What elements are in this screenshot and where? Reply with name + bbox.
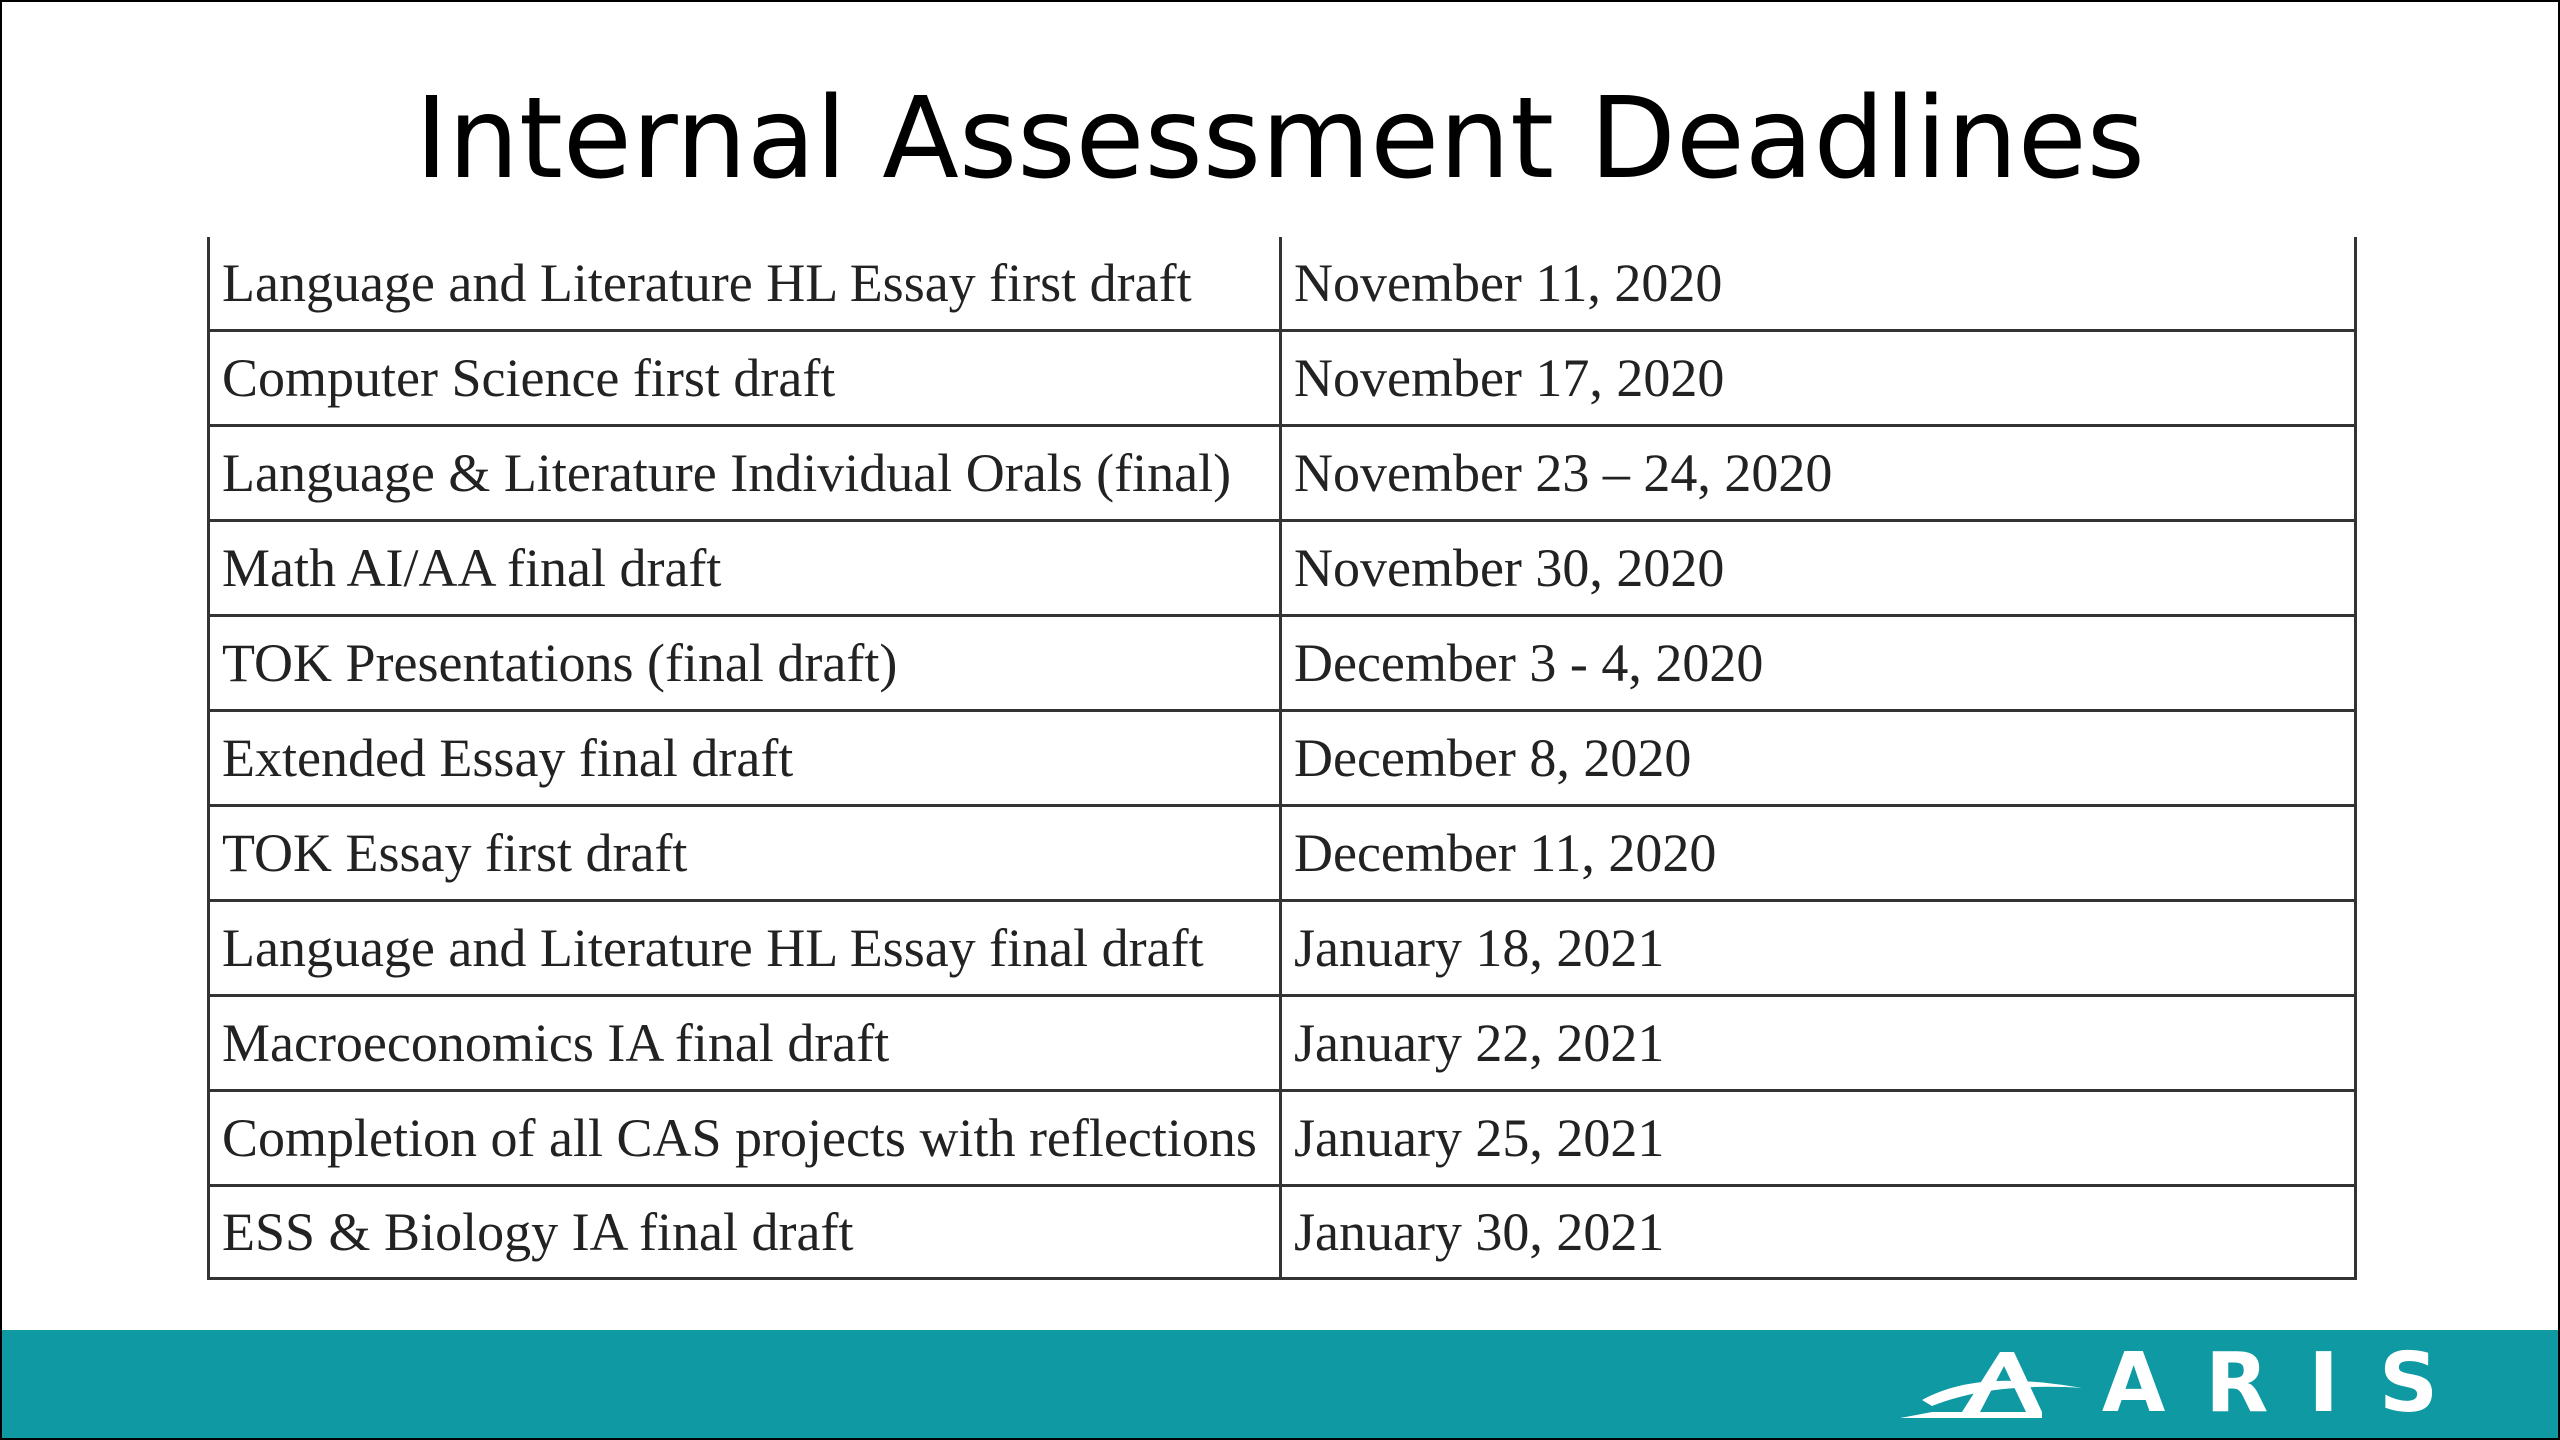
date-cell: November 23 – 24, 2020 <box>1281 426 2356 521</box>
task-cell: Language and Literature HL Essay first draft <box>209 237 1281 331</box>
aris-logo <box>1892 1336 2478 1431</box>
table-row <box>209 806 2356 901</box>
deadlines-table <box>207 237 2357 1280</box>
task-cell: Language & Literature Individual Orals (final) <box>209 426 1281 521</box>
table-row <box>209 1186 2356 1279</box>
task-cell: Completion of all CAS projects with reflections <box>209 1091 1281 1186</box>
date-cell: November 11, 2020 <box>1281 237 2356 331</box>
task-cell: TOK Essay first draft <box>209 806 1281 901</box>
date-cell: November 17, 2020 <box>1281 331 2356 426</box>
table-row <box>209 996 2356 1091</box>
date-cell: January 18, 2021 <box>1281 901 2356 996</box>
table-row <box>209 237 2356 331</box>
table-row <box>209 331 2356 426</box>
task-cell: ESS & Biology IA final draft <box>209 1186 1281 1279</box>
deadlines-table-container <box>207 237 2357 1280</box>
task-cell: Computer Science first draft <box>209 331 1281 426</box>
task-cell: Extended Essay final draft <box>209 711 1281 806</box>
date-cell: December 11, 2020 <box>1281 806 2356 901</box>
slide-title: Internal Assessment Deadlines <box>414 74 2146 204</box>
date-cell: November 30, 2020 <box>1281 521 2356 616</box>
date-cell: January 22, 2021 <box>1281 996 2356 1091</box>
task-cell: Language and Literature HL Essay final draft <box>209 901 1281 996</box>
table-row <box>209 1091 2356 1186</box>
table-row <box>209 521 2356 616</box>
task-cell: Math AI/AA final draft <box>209 521 1281 616</box>
date-cell: December 8, 2020 <box>1281 711 2356 806</box>
date-cell: January 25, 2021 <box>1281 1091 2356 1186</box>
table-row <box>209 901 2356 996</box>
date-cell: January 30, 2021 <box>1281 1186 2356 1279</box>
table-row <box>209 426 2356 521</box>
task-cell: TOK Presentations (final draft) <box>209 616 1281 711</box>
table-row <box>209 711 2356 806</box>
date-cell: December 3 - 4, 2020 <box>1281 616 2356 711</box>
aris-logo-icon <box>1892 1348 2092 1420</box>
aris-logo-text: ARIS <box>2101 1336 2478 1431</box>
task-cell: Macroeconomics IA final draft <box>209 996 1281 1091</box>
footer-bar <box>2 1330 2558 1438</box>
table-row <box>209 616 2356 711</box>
